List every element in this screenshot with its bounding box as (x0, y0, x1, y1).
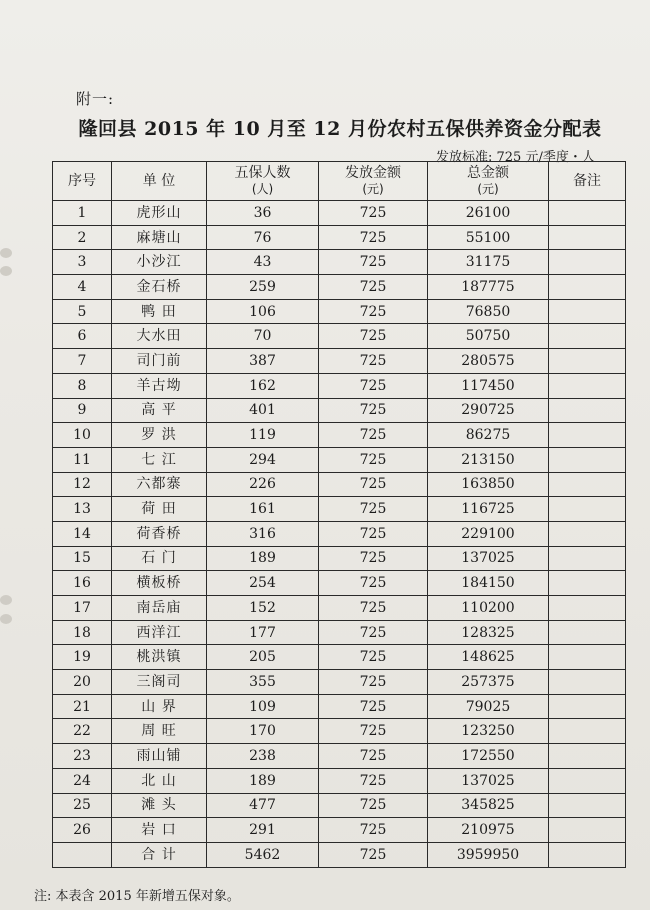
cell-people: 189 (207, 546, 319, 571)
cell-people: 205 (207, 645, 319, 670)
cell-total: 137025 (428, 546, 549, 571)
cell-people: 119 (207, 423, 319, 448)
cell-total: 3959950 (428, 842, 549, 867)
table-row (53, 472, 626, 497)
header-amount-main: 发放金额 (345, 165, 401, 181)
table-row (53, 324, 626, 349)
cell-total: 26100 (428, 201, 549, 226)
header-remark: 备注 (549, 162, 626, 201)
cell-unit: 荷 田 (112, 497, 207, 522)
cell-total: 117450 (428, 373, 549, 398)
cell-unit: 西洋江 (112, 620, 207, 645)
cell-remark (549, 571, 626, 596)
header-total (428, 162, 549, 201)
cell-total: 290725 (428, 398, 549, 423)
cell-total: 257375 (428, 670, 549, 695)
cell-people: 170 (207, 719, 319, 744)
cell-people: 477 (207, 793, 319, 818)
cell-unit: 南岳庙 (112, 596, 207, 621)
cell-amount: 725 (319, 768, 428, 793)
cell-people: 238 (207, 744, 319, 769)
table-body (53, 201, 626, 868)
cell-unit: 司门前 (112, 349, 207, 374)
cell-remark (549, 645, 626, 670)
cell-remark (549, 349, 626, 374)
cell-remark (549, 447, 626, 472)
punch-hole (0, 266, 12, 276)
header-people-unit: (人) (251, 182, 274, 196)
allocation-table (52, 161, 626, 868)
cell-total: 187775 (428, 275, 549, 300)
cell-index: 12 (53, 472, 112, 497)
cell-total: 123250 (428, 719, 549, 744)
cell-remark (549, 670, 626, 695)
cell-total: 110200 (428, 596, 549, 621)
cell-amount: 725 (319, 694, 428, 719)
cell-people: 294 (207, 447, 319, 472)
table-row (53, 349, 626, 374)
cell-unit: 高 平 (112, 398, 207, 423)
cell-unit: 岩 口 (112, 818, 207, 843)
cell-people: 161 (207, 497, 319, 522)
cell-people: 36 (207, 201, 319, 226)
table-row (53, 447, 626, 472)
table-row (53, 275, 626, 300)
cell-amount: 725 (319, 275, 428, 300)
cell-people: 70 (207, 324, 319, 349)
cell-remark (549, 497, 626, 522)
cell-people: 152 (207, 596, 319, 621)
cell-amount: 725 (319, 818, 428, 843)
cell-index: 26 (53, 818, 112, 843)
footnote: 注: 本表含 2015 年新增五保对象。 (34, 889, 240, 904)
cell-people: 177 (207, 620, 319, 645)
table-row (53, 719, 626, 744)
cell-amount: 725 (319, 497, 428, 522)
table-row (53, 744, 626, 769)
cell-unit: 七 江 (112, 447, 207, 472)
cell-unit: 周 旺 (112, 719, 207, 744)
cell-amount: 725 (319, 620, 428, 645)
cell-index: 16 (53, 571, 112, 596)
cell-amount: 725 (319, 472, 428, 497)
cell-people: 226 (207, 472, 319, 497)
cell-amount: 725 (319, 596, 428, 621)
cell-unit: 麻塘山 (112, 225, 207, 250)
cell-index: 17 (53, 596, 112, 621)
header-unit: 单 位 (112, 162, 207, 201)
table-row (53, 521, 626, 546)
cell-remark (549, 744, 626, 769)
cell-remark (549, 472, 626, 497)
cell-unit: 桃洪镇 (112, 645, 207, 670)
cell-remark (549, 275, 626, 300)
cell-total: 137025 (428, 768, 549, 793)
cell-remark (549, 398, 626, 423)
cell-amount: 725 (319, 719, 428, 744)
cell-index: 6 (53, 324, 112, 349)
table-total-row (53, 842, 626, 867)
cell-people: 109 (207, 694, 319, 719)
cell-index: 8 (53, 373, 112, 398)
cell-total: 55100 (428, 225, 549, 250)
table-row (53, 571, 626, 596)
cell-total: 50750 (428, 324, 549, 349)
cell-remark (549, 768, 626, 793)
cell-total: 76850 (428, 299, 549, 324)
cell-amount: 725 (319, 793, 428, 818)
cell-index: 22 (53, 719, 112, 744)
cell-amount: 725 (319, 571, 428, 596)
cell-unit: 三阁司 (112, 670, 207, 695)
header-index: 序号 (53, 162, 112, 201)
cell-total: 213150 (428, 447, 549, 472)
cell-index: 18 (53, 620, 112, 645)
cell-people: 189 (207, 768, 319, 793)
cell-total: 229100 (428, 521, 549, 546)
cell-amount: 725 (319, 373, 428, 398)
cell-people: 254 (207, 571, 319, 596)
cell-total: 148625 (428, 645, 549, 670)
cell-index: 9 (53, 398, 112, 423)
cell-amount: 725 (319, 250, 428, 275)
cell-unit: 横板桥 (112, 571, 207, 596)
cell-amount: 725 (319, 201, 428, 226)
cell-index: 23 (53, 744, 112, 769)
cell-unit: 雨山铺 (112, 744, 207, 769)
table-row (53, 201, 626, 226)
table-row (53, 818, 626, 843)
cell-remark (549, 201, 626, 226)
table-row (53, 250, 626, 275)
cell-people: 259 (207, 275, 319, 300)
header-total-unit: (元) (477, 182, 499, 196)
cell-amount: 725 (319, 744, 428, 769)
cell-remark (549, 299, 626, 324)
table-row (53, 398, 626, 423)
cell-index: 25 (53, 793, 112, 818)
table-row (53, 373, 626, 398)
cell-remark (549, 694, 626, 719)
page-title: 隆回县 2015 年 10 月至 12 月份农村五保供养资金分配表 (78, 118, 602, 140)
cell-index: 15 (53, 546, 112, 571)
standard-note: 发放标准: 725 元/季度・人 (436, 150, 595, 165)
cell-unit: 六都寨 (112, 472, 207, 497)
cell-index: 7 (53, 349, 112, 374)
cell-people: 291 (207, 818, 319, 843)
cell-index: 2 (53, 225, 112, 250)
cell-unit: 北 山 (112, 768, 207, 793)
cell-remark (549, 793, 626, 818)
cell-total: 128325 (428, 620, 549, 645)
cell-unit: 滩 头 (112, 793, 207, 818)
cell-unit: 罗 洪 (112, 423, 207, 448)
cell-amount: 725 (319, 423, 428, 448)
punch-hole (0, 595, 12, 605)
cell-people: 43 (207, 250, 319, 275)
cell-index (53, 842, 112, 867)
cell-remark (549, 620, 626, 645)
cell-index: 10 (53, 423, 112, 448)
cell-unit: 小沙江 (112, 250, 207, 275)
cell-unit: 石 门 (112, 546, 207, 571)
header-people (207, 162, 319, 201)
punch-hole (0, 614, 12, 624)
cell-index: 24 (53, 768, 112, 793)
cell-total: 116725 (428, 497, 549, 522)
cell-amount: 725 (319, 324, 428, 349)
cell-people: 316 (207, 521, 319, 546)
cell-unit: 虎形山 (112, 201, 207, 226)
header-amount-unit: (元) (362, 182, 384, 196)
table-row (53, 620, 626, 645)
cell-amount: 725 (319, 299, 428, 324)
cell-amount: 725 (319, 225, 428, 250)
cell-unit: 羊古坳 (112, 373, 207, 398)
cell-remark (549, 842, 626, 867)
cell-index: 20 (53, 670, 112, 695)
cell-index: 13 (53, 497, 112, 522)
cell-unit: 鸭 田 (112, 299, 207, 324)
cell-remark (549, 546, 626, 571)
cell-people: 162 (207, 373, 319, 398)
cell-total: 280575 (428, 349, 549, 374)
cell-index: 14 (53, 521, 112, 546)
cell-people: 106 (207, 299, 319, 324)
header-people-main: 五保人数 (234, 165, 291, 181)
cell-total: 172550 (428, 744, 549, 769)
cell-amount: 725 (319, 447, 428, 472)
cell-remark (549, 719, 626, 744)
cell-people: 401 (207, 398, 319, 423)
cell-amount: 725 (319, 670, 428, 695)
table-row (53, 694, 626, 719)
cell-remark (549, 373, 626, 398)
cell-total: 184150 (428, 571, 549, 596)
cell-people: 76 (207, 225, 319, 250)
cell-remark (549, 250, 626, 275)
cell-total: 163850 (428, 472, 549, 497)
table-row (53, 793, 626, 818)
table-row (53, 497, 626, 522)
cell-index: 19 (53, 645, 112, 670)
table-row (53, 670, 626, 695)
table-row (53, 768, 626, 793)
cell-index: 3 (53, 250, 112, 275)
cell-remark (549, 596, 626, 621)
header-amount (319, 162, 428, 201)
cell-people: 5462 (207, 842, 319, 867)
cell-total: 345825 (428, 793, 549, 818)
cell-unit: 山 界 (112, 694, 207, 719)
cell-index: 11 (53, 447, 112, 472)
cell-index: 5 (53, 299, 112, 324)
cell-unit: 荷香桥 (112, 521, 207, 546)
cell-remark (549, 521, 626, 546)
table-row (53, 546, 626, 571)
cell-index: 21 (53, 694, 112, 719)
cell-unit: 大水田 (112, 324, 207, 349)
cell-amount: 725 (319, 645, 428, 670)
cell-total: 79025 (428, 694, 549, 719)
punch-hole (0, 248, 12, 258)
cell-amount: 725 (319, 349, 428, 374)
cell-remark (549, 225, 626, 250)
table-row (53, 596, 626, 621)
cell-amount: 725 (319, 521, 428, 546)
cell-amount: 725 (319, 398, 428, 423)
table-row (53, 645, 626, 670)
cell-index: 1 (53, 201, 112, 226)
header-total-main: 总金额 (467, 165, 509, 181)
cell-remark (549, 324, 626, 349)
table-row (53, 225, 626, 250)
cell-people: 387 (207, 349, 319, 374)
cell-total: 31175 (428, 250, 549, 275)
cell-unit: 合 计 (112, 842, 207, 867)
table-row (53, 423, 626, 448)
appendix-label: 附一: (76, 90, 115, 108)
cell-total: 210975 (428, 818, 549, 843)
cell-amount: 725 (319, 546, 428, 571)
cell-index: 4 (53, 275, 112, 300)
table-row (53, 299, 626, 324)
cell-remark (549, 818, 626, 843)
cell-people: 355 (207, 670, 319, 695)
cell-unit: 金石桥 (112, 275, 207, 300)
cell-total: 86275 (428, 423, 549, 448)
cell-remark (549, 423, 626, 448)
cell-amount: 725 (319, 842, 428, 867)
table-header-row (53, 162, 626, 201)
